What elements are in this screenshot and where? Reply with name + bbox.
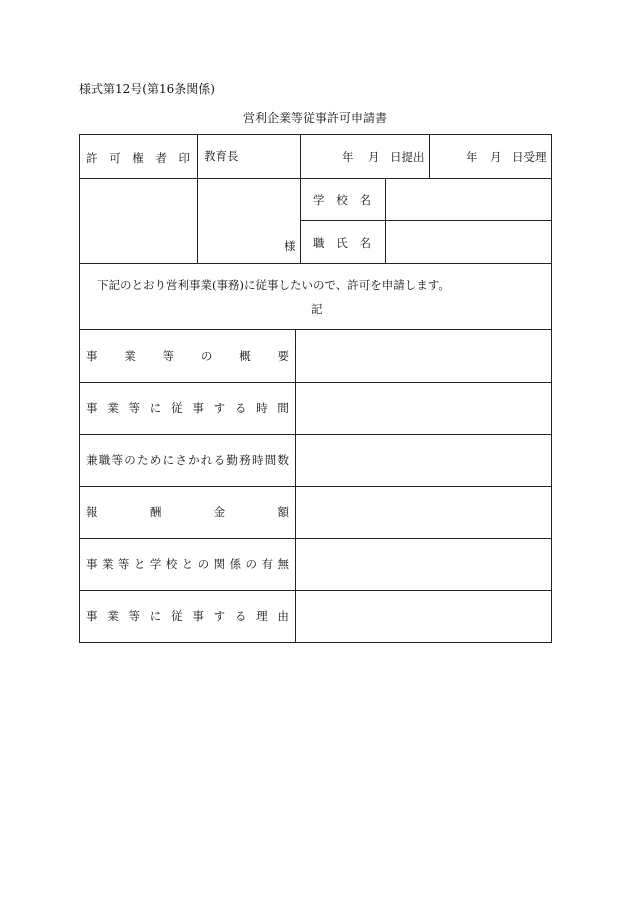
- application-form-table: [79, 134, 552, 643]
- engagement-hours-field[interactable]: [296, 383, 551, 434]
- received-year-label: 年: [466, 150, 478, 164]
- submitted-month-label: 月: [368, 150, 380, 164]
- received-month-label: 月: [490, 150, 502, 164]
- application-statement: 下記のとおり営利事業(事務)に従事したいので、許可を申請します。: [97, 278, 450, 292]
- received-day-label: 日受理: [512, 150, 547, 164]
- staff-name-field[interactable]: [386, 221, 551, 263]
- permitter-seal-field[interactable]: [81, 179, 197, 263]
- honorific-label: 様: [284, 239, 296, 253]
- reduced-work-hours-label: 兼 職 等 の た め に さ か れ る 勤 務 時 間 数: [86, 453, 289, 467]
- remuneration-amount-label: 報 酬 金 額: [86, 505, 289, 519]
- reduced-work-hours-field[interactable]: [296, 435, 551, 486]
- engagement-reason-label: 事 業 等 に 従 事 す る 理 由: [86, 609, 289, 623]
- business-overview-field[interactable]: [296, 330, 551, 382]
- staff-name-label: 職 氏 名: [313, 236, 371, 250]
- engagement-hours-label: 事 業 等 に 従 事 す る 時 間: [86, 401, 289, 415]
- school-name-field[interactable]: [386, 179, 551, 220]
- document-title: 営利企業等従事許可申請書: [242, 111, 387, 125]
- business-overview-label: 事 業 等 の 概 要: [86, 349, 289, 363]
- form-number: 様式第12号(第16条関係): [79, 82, 215, 96]
- submitted-year-label: 年: [342, 150, 354, 164]
- submitted-day-label: 日提出: [390, 150, 425, 164]
- school-relationship-label: 事 業 等 と 学 校 と の 関 係 の 有 無: [86, 557, 289, 571]
- remuneration-amount-field[interactable]: [296, 487, 551, 538]
- permitter-seal-label: 許 可 権 者 印: [86, 151, 190, 165]
- engagement-reason-field[interactable]: [296, 591, 551, 642]
- school-name-label: 学 校 名: [313, 193, 371, 207]
- addressee-label: 教育長: [204, 149, 239, 163]
- ki-heading: 記: [311, 302, 323, 316]
- school-relationship-field[interactable]: [296, 539, 551, 590]
